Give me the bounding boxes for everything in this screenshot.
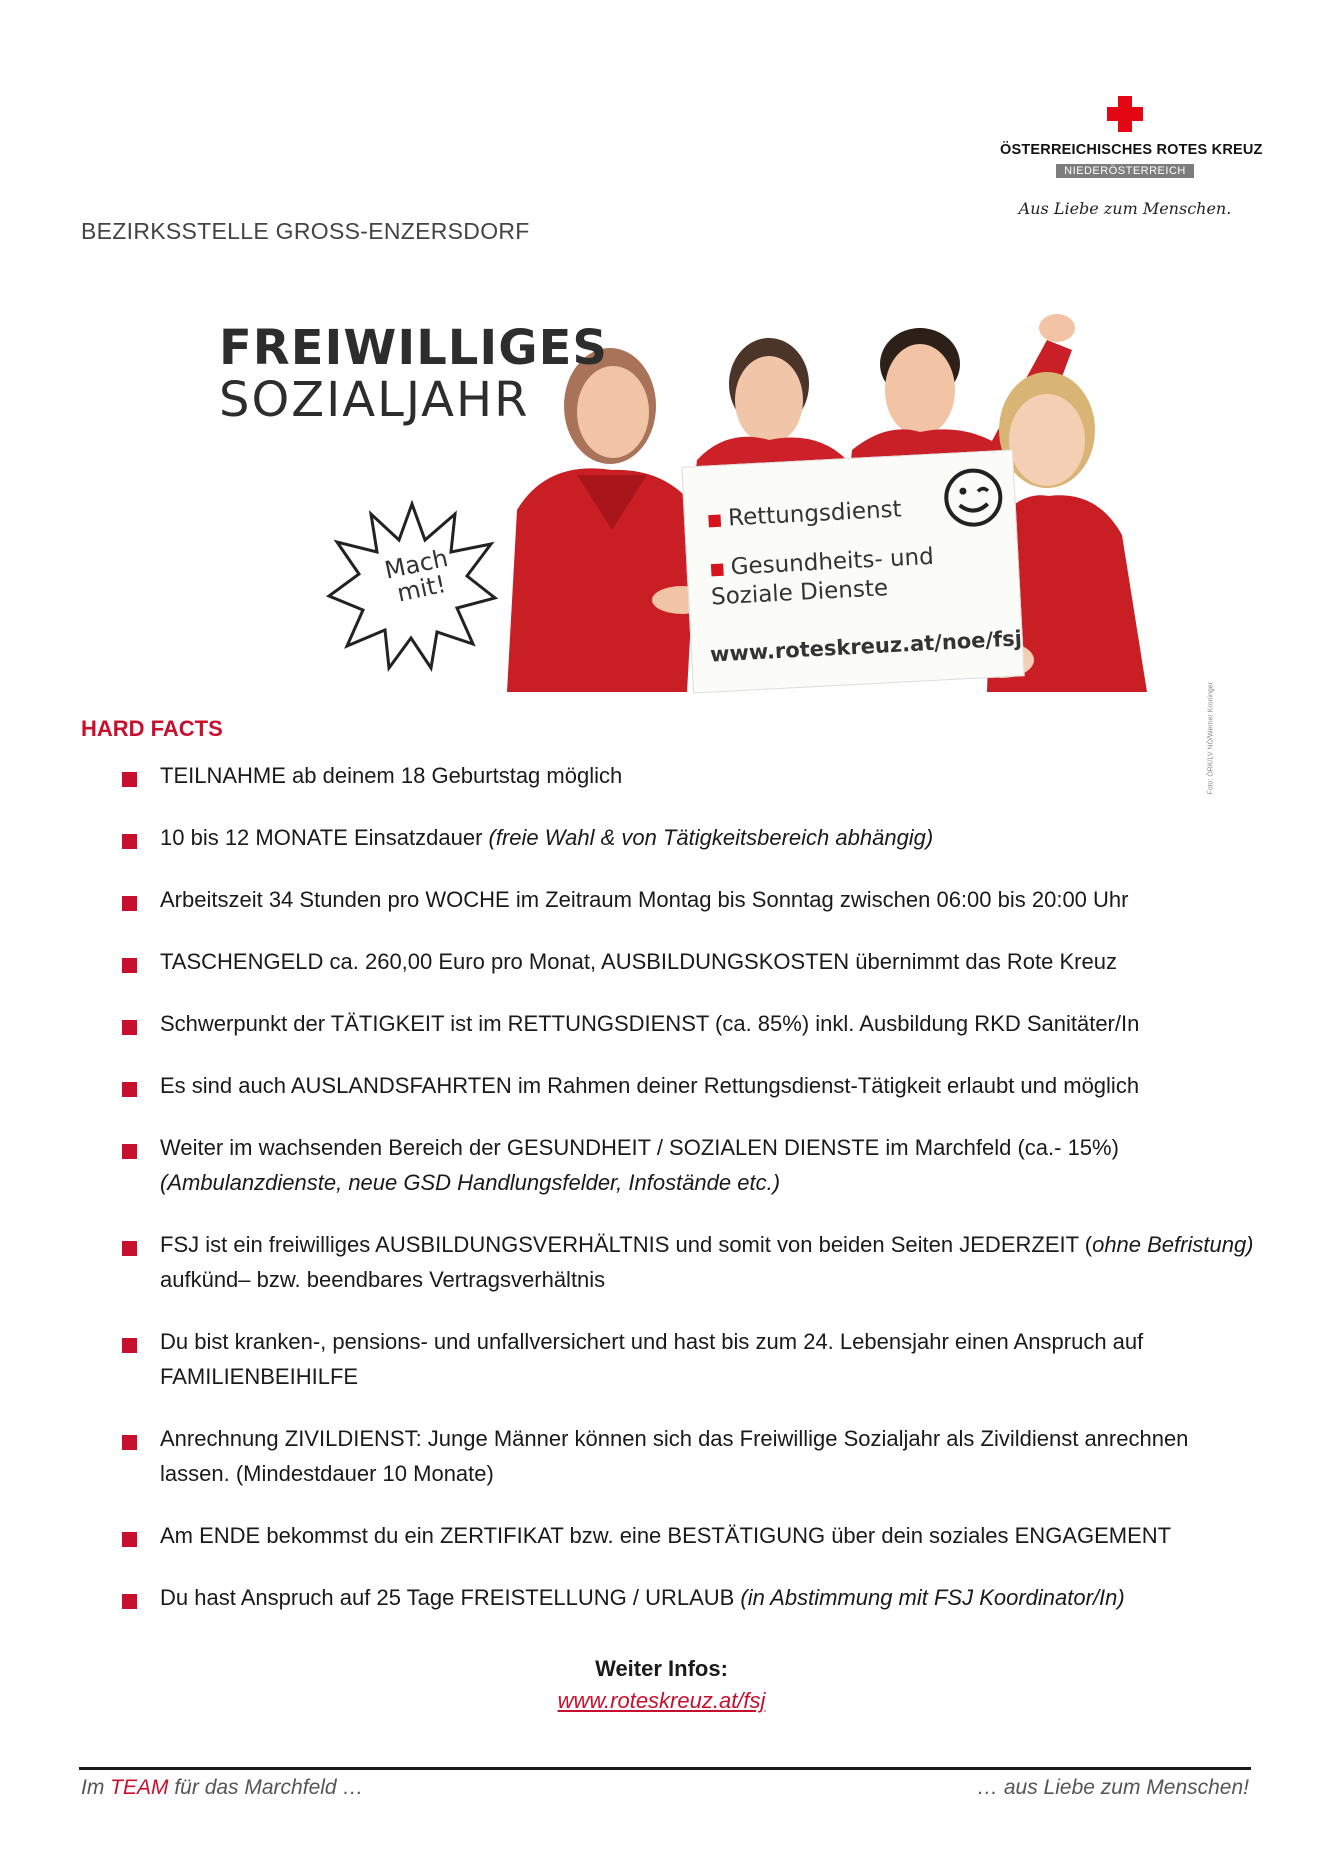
banner-sign (681, 449, 1024, 693)
org-name: ÖSTERREICHISCHES ROTES KREUZ (1000, 142, 1263, 158)
fact-item: Am ENDE bekommst du ein ZERTIFIKAT bzw. eine BESTÄTIGUNG über dein soziales ENGAGEMENT (81, 1518, 1261, 1553)
fact-item: Schwerpunkt der TÄTIGKEIT ist im RETTUNGSDIENST (ca. 85%) inkl. Ausbildung RKD Sanitäter/In (81, 1006, 1261, 1041)
bullet-square-icon (122, 1338, 137, 1353)
fact-item: Arbeitszeit 34 Stunden pro WOCHE im Zeitraum Montag bis Sonntag zwischen 06:00 bis 20:00 Uhr (81, 882, 1261, 917)
banner-title (219, 320, 608, 428)
org-logo (1000, 96, 1263, 218)
fact-item: Du bist kranken-, pensions- und unfallversichert und hast bis zum 24. Lebensjahr einen Anspruch auf FAMILIENBEIHILFE (81, 1324, 1261, 1394)
fact-item: Anrechnung ZIVILDIENST: Junge Männer können sich das Freiwillige Sozialjahr als Zivildienst anrechnen lassen. (Mindestdauer 10 Monate) (81, 1421, 1261, 1491)
footer-right-text: … aus Liebe zum Menschen! (977, 1776, 1249, 1799)
bullet-square-icon (122, 1435, 137, 1450)
bullet-square-icon (122, 1241, 137, 1256)
more-info-label: Weiter Infos: (595, 1656, 728, 1681)
bullet-square-icon (122, 1082, 137, 1097)
bullet-square-icon (122, 1532, 137, 1547)
bullet-square-icon (122, 896, 137, 911)
bullet-square-icon (122, 1144, 137, 1159)
fact-item: 10 bis 12 MONATE Einsatzdauer (freie Wahl & von Tätigkeitsbereich abhängig) (81, 820, 1261, 855)
org-region: NIEDERÖSTERREICH (1056, 164, 1194, 178)
burst-text: Mach mit! (382, 543, 451, 608)
footer-left-text: Im TEAM für das Marchfeld … (81, 1776, 364, 1799)
bullet-square-icon (122, 958, 137, 973)
bullet-square-icon (122, 772, 137, 787)
fact-item: FSJ ist ein freiwilliges AUSBILDUNGSVERHÄLTNIS und somit von beiden Seiten JEDERZEIT (ohne Befristung) aufkünd– bzw. beendbares Vertragsverhältnis (81, 1227, 1261, 1297)
footer-divider (79, 1767, 1251, 1770)
branch-name: BEZIRKSSTELLE GROSS-ENZERSDORF (81, 218, 530, 244)
red-cross-icon (1107, 96, 1143, 132)
fact-item: Du hast Anspruch auf 25 Tage FREISTELLUNG / URLAUB (in Abstimmung mit FSJ Koordinator/In) (81, 1580, 1261, 1615)
more-info (0, 1656, 1323, 1714)
fact-item: Weiter im wachsenden Bereich der GESUNDHEIT / SOZIALEN DIENSTE im Marchfeld (ca.- 15%) (Ambulanzdienste, neue GSD Handlungsfelder, Infostände etc.) (81, 1130, 1261, 1200)
bullet-square-icon (122, 1020, 137, 1035)
fact-item: TEILNAHME ab deinem 18 Geburtstag möglich (81, 758, 1261, 793)
photo-credit: Foto: ÖRK/LV NÖ/Werner Kroninger (1208, 682, 1215, 795)
fact-item: TASCHENGELD ca. 260,00 Euro pro Monat, AUSBILDUNGSKOSTEN übernimmt das Rote Kreuz (81, 944, 1261, 979)
org-slogan: Aus Liebe zum Menschen. (1018, 199, 1232, 218)
sign-item-2: ■ Gesundheits- und Soziale Dienste (709, 543, 935, 611)
smiley-icon (941, 465, 1006, 530)
section-title: HARD FACTS (81, 716, 223, 741)
banner-title-line1: FREIWILLIGES (219, 320, 608, 376)
facts-list (81, 758, 1261, 1642)
sign-item-1: ■ Rettungsdienst (706, 496, 903, 532)
banner-title-line2: SOZIALJAHR (219, 372, 530, 428)
bullet-square-icon (122, 834, 137, 849)
fact-item: Es sind auch AUSLANDSFAHRTEN im Rahmen deiner Rettungsdienst-Tätigkeit erlaubt und möglich (81, 1068, 1261, 1103)
sign-url: www.roteskreuz.at/noe/fsj (709, 626, 1023, 667)
bullet-square-icon (122, 1594, 137, 1609)
more-info-link[interactable]: www.roteskreuz.at/fsj (557, 1688, 766, 1713)
